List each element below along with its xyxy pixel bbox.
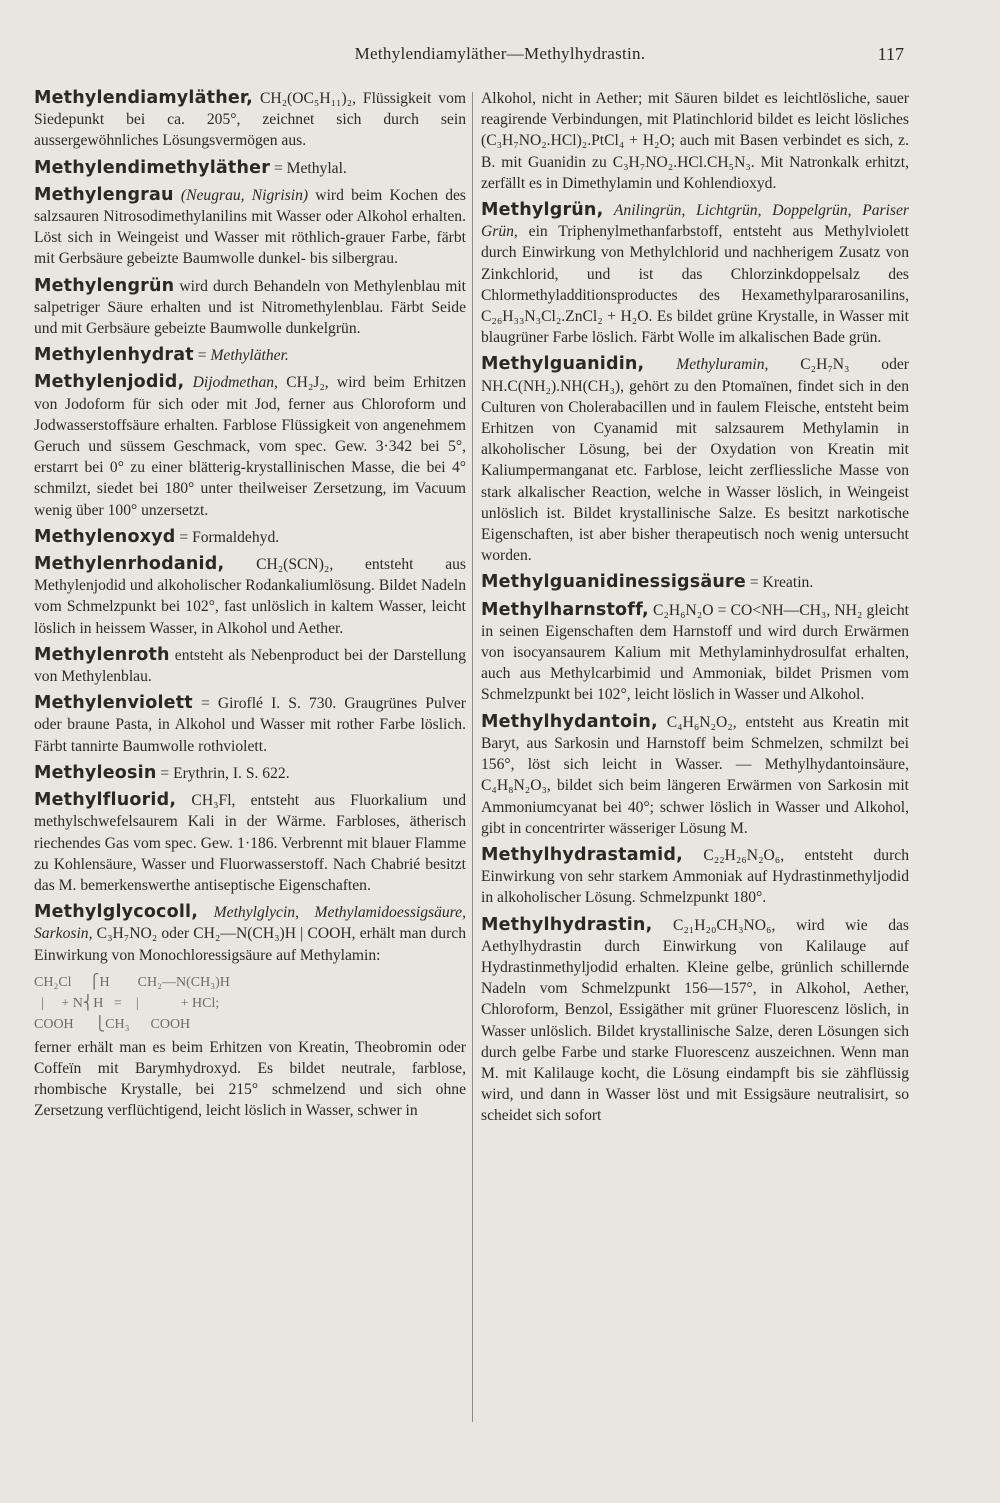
- entry-text: CH₂(OC₅H₁₁)₂, Flüssigkeit vom Siedepunkt bei ca. 205°, zeichnet sich durch sein aussergewöhnliches Lösungsvermögen aus.: [34, 90, 466, 150]
- entry-methylenhydrat: [34, 345, 466, 366]
- entry-methylguanidinessigsaeure: [481, 572, 909, 593]
- headword: Methylengrau: [34, 184, 174, 205]
- entry-methyleosin: [34, 763, 466, 784]
- headword: Methylhydrastamid,: [481, 844, 683, 865]
- synonyms: Methylglycin, Methylamidoessigsäure, Sarkosin,: [34, 904, 466, 943]
- entry-text: C₂H₆N₂O = CO<NH—CH₃, NH₂ gleicht in seinen Eigenschaften dem Harnstoff und wird durch Erwärmen von isocyansaurem Kalium mit Methylaminhydrosulfat erhalten, auch aus Methylcarbimid und Ammoniak, bildet Prismen vom Schmelzpunkt bei 102°, leicht löslich in Wasser und Alkohol.: [481, 601, 909, 704]
- entry-methylhydrastin: [481, 915, 909, 1127]
- entry-methylhydrastamid: [481, 845, 909, 909]
- headword: Methylhydrastin,: [481, 914, 653, 935]
- entry-methylendimethylaether: [34, 158, 466, 179]
- entry-text: C₄H₆N₂O₂, entsteht aus Kreatin mit Baryt, aus Sarkosin und Harnstoff beim Schmelzen, schmilzt bei 156°, löst sich leicht in Wasser. — Methylhydantoinsäure, C₄H₈N₂O₃, bildet sich beim längeren Erwärmen von Sarkosin mit Ammoniumcyanat bei 40°; schwer löslich in Wasser und Alkohol, gibt in concentrirter wässeriger Lösung M.: [481, 713, 909, 837]
- entry-text: = Methylal.: [270, 159, 347, 177]
- entry-methylenjodid: [34, 372, 466, 520]
- entry-text: = Formaldehyd.: [175, 528, 280, 546]
- equation-line: | + N⎨H = | + HCl;: [34, 995, 220, 1011]
- entry-methylenrhodanid: [34, 554, 466, 639]
- headword: Methylengrün: [34, 275, 175, 296]
- entry-text: = Giroflé I. S. 730. Graugrünes Pulver oder braune Pasta, in Alkohol und Wasser mit rother Farbe löslich. Färbt tannirte Baumwolle rothviolett.: [34, 695, 466, 755]
- entry-text: wird beim Kochen des salzsauren Nitrosodimethylanilins mit Wasser oder Alkohol erhalten. Löst sich in Weingeist und Wasser mit röthlich-grauer Farbe, färbt mit Gerbsäure gebeizte Baumwolle dunkel- bis silbergrau.: [34, 186, 466, 268]
- synonyms: Dijodmethan,: [184, 374, 278, 392]
- synonyms: Methyluramin,: [644, 356, 769, 374]
- entry-text: CH₂J₂, wird beim Erhitzen von Jodoform für sich oder mit Jod, ferner aus Chloroform und Jodwasserstoffsäure erhalten. Farblose Flüssigkeit von angenehmem Geruch und süssem Geschmack, vom spec. Gew. 3·342 bei 5°, erstarrt bei 0° zu einer blätterig-krystallinischen Masse, die bei 4° schmilzt, siedet bei 180° unter theilweiser Zersetzung, im Vacuum wenig über 100° unzersetzt.: [34, 374, 466, 519]
- entry-methylfluorid: [34, 790, 466, 896]
- entry-text: CH₂(SCN)₂, entsteht aus Methylenjodid und alkoholischer Rodankaliumlösung. Bildet Nadeln vom Schmelzpunkt bei 102°, fast unlöslich in kaltem Wasser, leicht löslich in heissem Wasser, in Alkohol und Aether.: [34, 556, 466, 637]
- column-divider: [472, 92, 473, 1422]
- entry-text: C₃H₇NO₂ oder CH₂—N(CH₃)H | COOH, erhält man durch Einwirkung von Monochloressigsäure auf Methylamin:: [34, 925, 466, 964]
- headword: Methylhydantoin,: [481, 711, 658, 732]
- cross-reference: Methyläther.: [210, 347, 289, 365]
- headword: Methylglycocoll,: [34, 902, 199, 923]
- entry-methylgruen: [481, 200, 909, 348]
- reaction-equation: [34, 972, 466, 1035]
- entry-text: =: [193, 347, 211, 365]
- entry-methylenroth: [34, 645, 466, 687]
- entry-text: = Kreatin.: [745, 574, 814, 592]
- entry-methylhydantoin: [481, 712, 909, 839]
- entry-text: wird durch Behandeln von Methylenblau mit salpetriger Säure erhalten und ist Nitromethylenblau. Färbt Seide und mit Gerbsäure gebeizte Baumwolle dunkelgrün.: [34, 277, 466, 338]
- left-column: [34, 88, 466, 1463]
- entry-continuation: ferner erhält man es beim Erhitzen von Kreatin, Theobromin oder Coffeïn mit Barymhydroxyd. Es bildet neutrale, farblose, rhombische Krystalle, bei 215° schmelzend und sich ohne Zersetzung verflüchtigend, leicht löslich in Wasser, schwer in: [34, 1038, 466, 1120]
- headword: Methyleosin: [34, 762, 157, 783]
- headword: Methylenrhodanid,: [34, 554, 225, 575]
- entry-text: entsteht als Nebenproduct bei der Darstellung von Methylenblau.: [34, 646, 466, 686]
- headword: Methylendimethyläther: [34, 157, 271, 178]
- entry-methylenoxyd: [34, 527, 466, 548]
- headword: Methylenviolett: [34, 693, 193, 714]
- entry-methylharnstoff: [481, 600, 909, 706]
- headword: Methylguanidinessigsäure: [481, 572, 746, 593]
- headword: Methylendiamyläther,: [34, 88, 254, 108]
- entry-methylguanidin: [481, 354, 909, 566]
- headword: Methylguanidin,: [481, 354, 645, 375]
- headword: Methylharnstoff,: [481, 599, 649, 620]
- entry-text: C₂₂H₂₆N₂O₆, entsteht durch Einwirkung von sehr starkem Ammoniak auf Hydrastinmethyljodid in alkoholischer Lösung. Schmelzpunkt 180°.: [481, 846, 909, 907]
- entry-methylengruen: [34, 276, 466, 340]
- entry-continued-text: Alkohol, nicht in Aether; mit Säuren bildet es leichtlösliche, sauer reagirende Verbindungen, mit Platinchlorid bildet es leicht lösliches (C₃H₇NO₂.HCl)₂.PtCl₄ + H₂O; auch mit Basen verbindet es sich, z. B. mit Guanidin zu C₃H₇NO₂.HCl.CH₅N₃. Mit Natronkalk erhitzt, zerfällt es in Dimethylamin und Kohlendioxyd.: [481, 90, 909, 192]
- headword: Methylfluorid,: [34, 790, 177, 811]
- entry-methylendiamylaether: [34, 88, 466, 152]
- headword: Methylenroth: [34, 644, 170, 665]
- entry-text: ein Triphenylmethanfarbstoff, entsteht aus Methylviolett durch Einwirkung von Methylchlorid und nachherigem Zusatz von Zinkchlorid, und ist das Chlorzinkdoppelsalz des Chlormethyladditionsproductes des Hexamethylpararosanilins, C₂₆H₃₃N₃Cl₂.ZnCl₂ + H₂O. Es bildet grüne Krystalle, in Wasser mit blaugrüner Farbe löslich. Färbt Wolle im alkalischen Bade grün.: [481, 223, 909, 347]
- page-number: 117: [877, 44, 904, 64]
- headword: Methylenoxyd: [34, 526, 176, 547]
- entry-text: C₂₁H₂₀CH₃NO₆, wird wie das Aethylhydrastin durch Einwirkung von Kalilauge auf Hydrastinmethyljodid erhalten. Kleine gelbe, grünlich schillernde Nadeln vom Schmelzpunkt 156—157°, in Alkohol, Aether, Chloroform, Benzol, Essigäther mit grüner Fluorescenz löslich, in Wasser unlöslich. Bildet krystallinische Salze, deren Lösungen sich durch gelbe Farbe und starke Fluorescenz auszeichnen. Wenn man M. mit Kalilauge kocht, die Lösung eindampft bis sie zähflüssig wird, und dann in Wasser löst und mit Essigsäure neutralisirt, so scheidet sich sofort: [481, 916, 909, 1125]
- synonyms: (Neugrau, Nigrisin): [173, 186, 309, 204]
- entry-methylengrau: [34, 185, 466, 270]
- right-column: [481, 88, 909, 1463]
- entry-text: C₂H₇N₃ oder NH.C(NH₂).NH(CH₃), gehört zu den Ptomaïnen, findet sich in den Culturen von Cholerabacillen und in faulem Fleische, entsteht beim Erhitzen von Cyanamid mit salzsaurem Methylamin in alkoholischer Lösung, bei der Oxydation von Kreatin mit Kaliumpermanganat etc. Farblose, leicht zerfliessliche Masse von stark alkalischer Reaction, welche in Wasser löslich, in Weingeist unlöslich ist. Bildet krystallinische Salze. Es besitzt narkotische Eigenschaften, ist aber bisher therapeutisch noch wenig untersucht worden.: [481, 356, 909, 565]
- equation-line: COOH ⎩CH₃ COOH: [34, 1016, 191, 1032]
- running-head: Methylendiamyläther—Methylhydrastin.: [354, 44, 646, 63]
- headword: Methylenjodid,: [34, 372, 185, 393]
- headword: Methylenhydrat: [34, 345, 194, 366]
- synonyms: Anilingrün, Lichtgrün, Doppelgrün, Pariser Grün,: [481, 202, 909, 241]
- entry-methylenviolett: [34, 693, 466, 757]
- entry-methylglycocoll: [34, 902, 466, 966]
- headword: Methylgrün,: [481, 200, 604, 221]
- entry-text: CH₃Fl, entsteht aus Fluorkalium und methylschwefelsaurem Kali in der Wärme. Farbloses, ätherisch riechendes Gas vom spec. Gew. 1·186. Verbrennt mit blauer Flamme zu Kohlensäure, Wasser und Fluorwasserstoff. Nach Chabrié besitzt das M. bemerkenswerthe antiseptische Eigenschaften.: [34, 792, 466, 894]
- equation-line: CH₂Cl ⎧H CH₂—N(CH₃)H: [34, 974, 230, 990]
- entry-text: = Erythrin, I. S. 622.: [156, 764, 290, 782]
